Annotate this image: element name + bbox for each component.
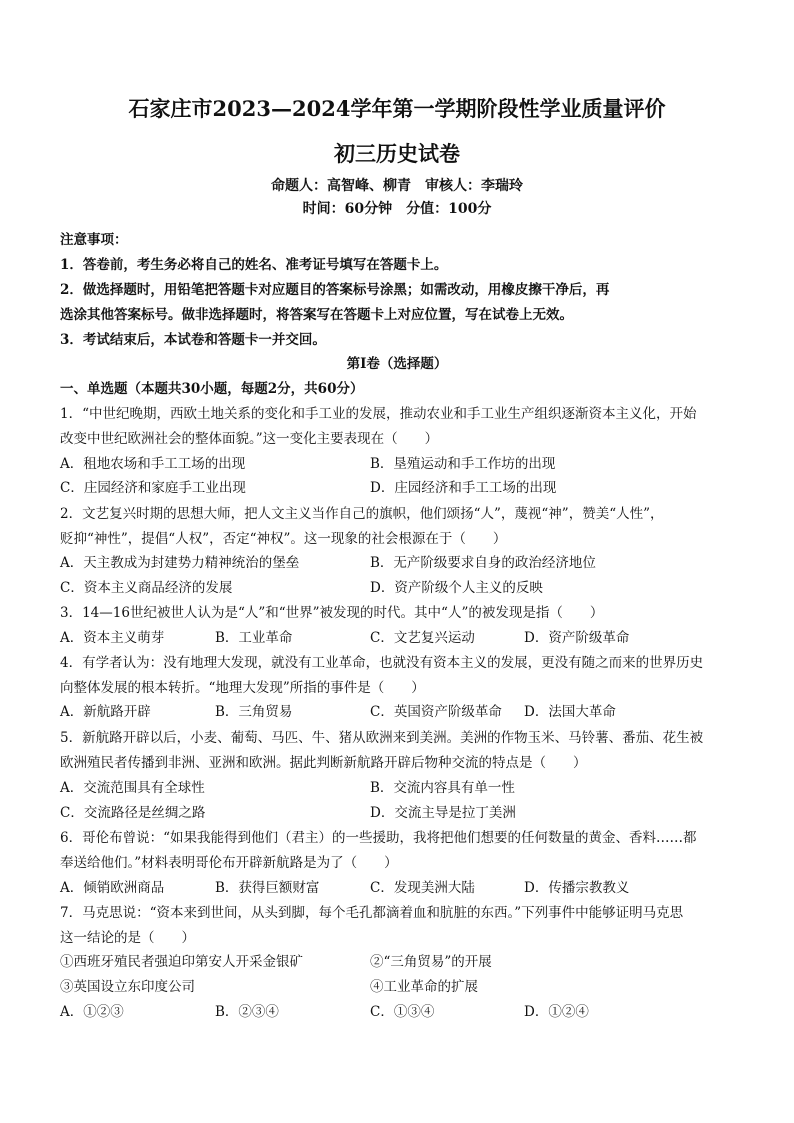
q6-option-d: D．传播宗教教义 <box>524 880 630 896</box>
q4-stem-2: 向整体发展的根本转折。“地理大发现”所指的事件是（ ） <box>60 680 425 696</box>
q3-option-d: D．资产阶级革命 <box>524 630 630 646</box>
q1-stem-1: 1．“中世纪晚期，西欧土地关系的变化和手工业的发展，推动农业和手工业生产组织逐渐资本主义化，开始 <box>60 406 697 422</box>
exam-subtitle: 初三历史试卷 <box>334 141 460 166</box>
notice-item-3: 3．考试结束后，本试卷和答题卡一并交回。 <box>60 332 326 348</box>
section-part1: 一、单选题（本题共30小题，每题2分，共60分） <box>60 381 364 397</box>
q5-stem-2: 欧洲殖民者传播到非洲、亚洲和欧洲。据此判断新航路开辟后物种交流的特点是（ ） <box>60 755 587 771</box>
q4-option-d: D．法国大革命 <box>524 704 616 720</box>
notice-item-1: 1．答卷前，考生务必将自己的姓名、准考证号填写在答题卡上。 <box>60 257 448 273</box>
q7-stem-2: 这一结论的是（ ） <box>60 930 195 946</box>
q2-option-a: A．天主教成为封建势力精神统治的堡垒 <box>60 555 300 571</box>
q2-option-d: D．资产阶级个人主义的反映 <box>370 580 543 596</box>
q7-option-d: D．①②④ <box>524 1004 589 1020</box>
q5-option-d: D．交流主导是拉丁美洲 <box>370 805 516 821</box>
q1-option-d: D．庄园经济和手工工场的出现 <box>370 480 557 496</box>
q4-option-b: B．三角贸易 <box>215 704 293 720</box>
q7-statement-4: ④工业革命的扩展 <box>370 979 478 995</box>
q2-option-b: B．无产阶级要求自身的政治经济地位 <box>370 555 596 571</box>
section-volume: 第Ⅰ卷（选择题） <box>346 356 448 372</box>
q6-option-a: A．倾销欧洲商品 <box>60 880 165 896</box>
q2-option-c: C．资本主义商品经济的发展 <box>60 580 233 596</box>
q5-option-a: A．交流范围具有全球性 <box>60 780 205 796</box>
q1-option-b: B．垦殖运动和手工作坊的出现 <box>370 456 556 472</box>
exam-time-score: 时间：60分钟 分值：100分 <box>302 201 492 217</box>
notice-heading: 注意事项： <box>60 232 128 248</box>
q4-option-a: A．新航路开辟 <box>60 704 151 720</box>
q1-option-c: C．庄园经济和家庭手工业出现 <box>60 480 246 496</box>
q1-stem-2: 改变中世纪欧洲社会的整体面貌。”这一变化主要表现在（ ） <box>60 431 439 447</box>
q3-option-a: A．资本主义萌芽 <box>60 630 165 646</box>
q7-option-b: B．②③④ <box>215 1004 279 1020</box>
q3-option-b: B．工业革命 <box>215 630 293 646</box>
q3-stem-1: 3．14—16世纪被世人认为是“人”和“世界”被发现的时代。其中“人”的被发现是指（ ） <box>60 605 604 621</box>
q6-stem-2: 奉送给他们。”材料表明哥伦布开辟新航路是为了（ ） <box>60 855 398 871</box>
q3-option-c: C．文艺复兴运动 <box>370 630 475 646</box>
q4-option-c: C．英国资产阶级革命 <box>370 704 502 720</box>
q2-stem-2: 贬抑“神性”，提倡“人权”，否定“神权”。这一现象的社会根源在于（ ） <box>60 531 507 547</box>
q7-statement-2: ②“三角贸易”的开展 <box>370 954 492 970</box>
q7-option-c: C．①③④ <box>370 1004 435 1020</box>
q2-stem-1: 2．文艺复兴时期的思想大师，把人文主义当作自己的旗帜，他们颂扬“人”，蔑视“神”，赞美“人性”， <box>60 506 664 522</box>
exam-title: 石家庄市2023—2024学年第一学期阶段性学业质量评价 <box>128 96 666 121</box>
q7-option-a: A．①②③ <box>60 1004 124 1020</box>
exam-authors: 命题人：高智峰、柳青 审核人：李瑞玲 <box>271 178 523 194</box>
q4-stem-1: 4．有学者认为：没有地理大发现，就没有工业革命，也就没有资本主义的发展，更没有随之而来的世界历史 <box>60 655 704 671</box>
q7-statement-1: ①西班牙殖民者强迫印第安人开采金银矿 <box>60 954 303 970</box>
notice-item-2a: 2．做选择题时，用铅笔把答题卡对应题目的答案标号涂黑；如需改动，用橡皮擦干净后，再 <box>60 282 610 298</box>
q6-stem-1: 6．哥伦布曾说：“如果我能得到他们（君主）的一些援助，我将把他们想要的任何数量的黄金、香料……都 <box>60 830 697 846</box>
q5-stem-1: 5．新航路开辟以后，小麦、葡萄、马匹、牛、猪从欧洲来到美洲。美洲的作物玉米、马铃薯、番茄、花生被 <box>60 730 704 746</box>
q7-statement-3: ③英国设立东印度公司 <box>60 979 195 995</box>
q1-option-a: A．租地农场和手工工场的出现 <box>60 456 246 472</box>
q6-option-c: C．发现美洲大陆 <box>370 880 475 896</box>
notice-item-2b: 选涂其他答案标号。做非选择题时，将答案写在答题卡上对应位置，写在试卷上无效。 <box>60 307 573 323</box>
q5-option-b: B．交流内容具有单一性 <box>370 780 515 796</box>
q7-stem-1: 7．马克思说：“资本来到世间，从头到脚，每个毛孔都滴着血和肮脏的东西。”下列事件中能够证明马克思 <box>60 905 684 921</box>
q5-option-c: C．交流路径是丝绸之路 <box>60 805 206 821</box>
q6-option-b: B．获得巨额财富 <box>215 880 320 896</box>
